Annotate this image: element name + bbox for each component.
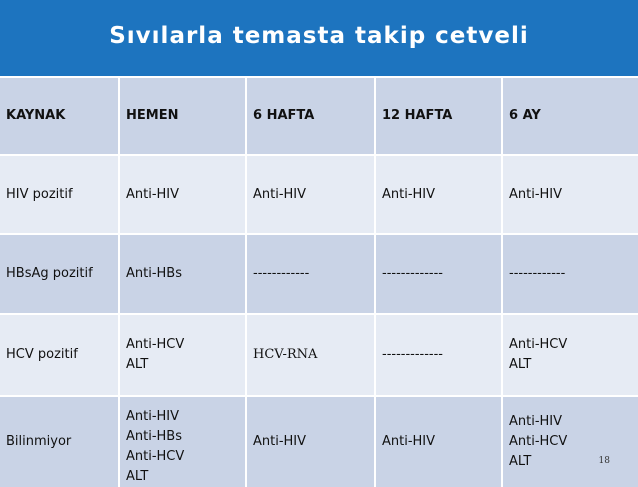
cell-week6: Anti-HIV (246, 155, 375, 234)
cell-immediate: Anti-HIV (119, 155, 246, 234)
cell-week12: Anti-HIV (375, 396, 502, 487)
header-hemen: HEMEN (119, 78, 246, 155)
cell-week6: HCV-RNA (246, 314, 375, 396)
cell-line: ALT (126, 469, 149, 484)
cell-immediate (119, 314, 246, 396)
cell-line: Anti-HIV (126, 409, 180, 424)
cell-source: HIV pozitif (0, 155, 119, 234)
cell-line: ALT (126, 357, 149, 372)
cell-line: ALT (509, 454, 532, 469)
cell-line: Anti-HIV (509, 414, 563, 429)
cell-line: Anti-HCV (126, 449, 185, 464)
cell-week6: ------------ (246, 234, 375, 314)
cell-line: Anti-HBs (126, 429, 182, 444)
table-header-row (0, 78, 638, 155)
cell-source: Bilinmiyor (0, 396, 119, 487)
table-row-unknown (0, 396, 638, 487)
cell-source: HCV pozitif (0, 314, 119, 396)
cell-source: HBsAg pozitif (0, 234, 119, 314)
cell-week12: ------------- (375, 314, 502, 396)
cell-line: ALT (509, 357, 532, 372)
cell-month6 (502, 396, 638, 487)
header-kaynak: KAYNAK (0, 78, 119, 155)
title-bar (0, 0, 638, 76)
cell-month6 (502, 314, 638, 396)
cell-week12: Anti-HIV (375, 155, 502, 234)
cell-line: Anti-HCV (126, 337, 185, 352)
follow-up-table (0, 78, 638, 487)
header-6-ay: 6 AY (502, 78, 638, 155)
header-12-hafta: 12 HAFTA (375, 78, 502, 155)
cell-line: Anti-HCV (509, 337, 568, 352)
page-number: 18 (598, 456, 610, 466)
cell-line: Anti-HCV (509, 434, 568, 449)
cell-week6: Anti-HIV (246, 396, 375, 487)
header-6-hafta: 6 HAFTA (246, 78, 375, 155)
cell-immediate: Anti-HBs (119, 234, 246, 314)
slide-title: Sıvılarla temasta takip cetveli (109, 23, 529, 49)
cell-month6: ------------ (502, 234, 638, 314)
cell-month6: Anti-HIV (502, 155, 638, 234)
table-row-hcv (0, 314, 638, 396)
table-row-hbsag (0, 234, 638, 314)
table-row-hiv (0, 155, 638, 234)
cell-immediate (119, 396, 246, 487)
cell-week12: ------------- (375, 234, 502, 314)
